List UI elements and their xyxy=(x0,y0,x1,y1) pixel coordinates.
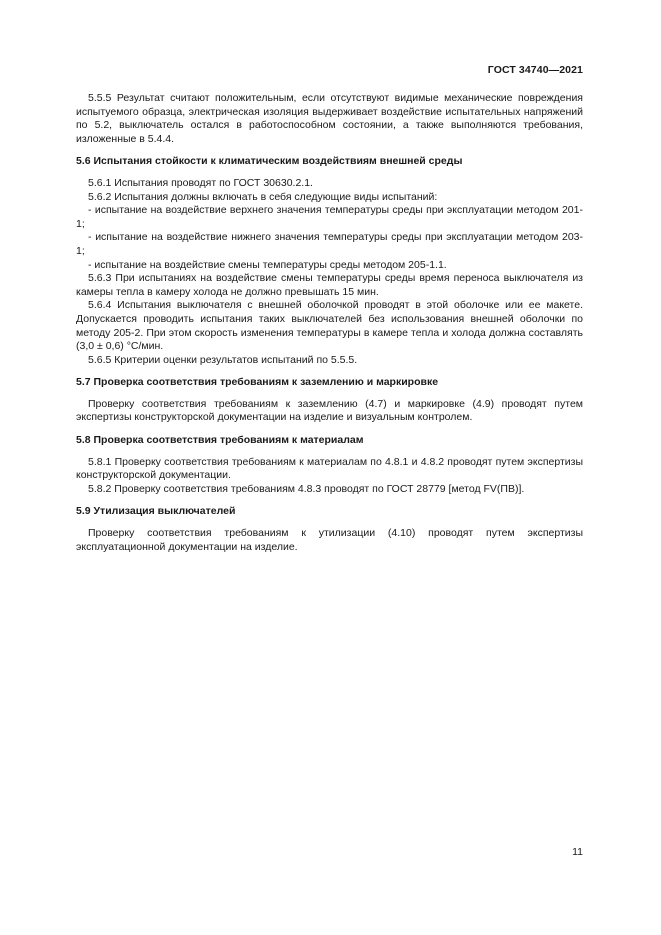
paragraph-5-8-2: 5.8.2 Проверку соответствия требованиям 4.8.3 проводят по ГОСТ 28779 [метод FV(ПВ)]. xyxy=(88,482,525,495)
paragraph-5-6-1: 5.6.1 Испытания проводят по ГОСТ 30630.2.1. xyxy=(88,176,313,189)
list-item-method-201: - испытание на воздействие верхнего значения температуры среды при эксплуатации методом 201-1; xyxy=(76,204,583,230)
paragraph-5-5-5: 5.5.5 Результат считают положительным, если отсутствуют видимые механические повреждения испытуемого образца, электрическая изоляция выдерживает воздействие испытательных напряжений по 5.2, выключатель остался в работоспособном состоянии, а также выполняются требования, изложенные в 5.4.4. xyxy=(76,92,583,145)
paragraph-5-6-5: 5.6.5 Критерии оценки результатов испытаний по 5.5.5. xyxy=(88,353,358,366)
document-body xyxy=(76,92,583,554)
paragraph-5-6-3: 5.6.3 При испытаниях на воздействие смены температуры среды время переноса выключателя из камеры тепла в камеру холода не должно превышать 15 мин. xyxy=(76,272,583,298)
section-title-5-6: 5.6 Испытания стойкости к климатическим воздействиям внешней среды xyxy=(76,155,463,168)
document-code-header: ГОСТ 34740—2021 xyxy=(487,64,583,76)
section-title-5-7: 5.7 Проверка соответствия требованиям к заземлению и маркировке xyxy=(76,376,439,389)
paragraph-5-7: Проверку соответствия требованиям к заземлению (4.7) и маркировке (4.9) проводят путем экспертизы конструкторской документации на изделие и визуальным контролем. xyxy=(76,397,583,424)
paragraph-5-6-4: 5.6.4 Испытания выключателя с внешней оболочкой проводят в этой оболочке или ее макете. Допускается проводить испытания таких выключателей без использования внешней оболочки по методу 205-2. При этом скорость изменения температуры в камере тепла и холода должна составлять (3,0 ± 0,6) °С/мин. xyxy=(76,299,583,353)
paragraph-5-8-1: 5.8.1 Проверку соответствия требованиям к материалам по 4.8.1 и 4.8.2 проводят путем экспертизы конструкторской документации. xyxy=(76,455,583,482)
list-item-method-205: - испытание на воздействие смены температуры среды методом 205-1.1. xyxy=(88,258,447,271)
paragraph-5-9: Проверку соответствия требованиям к утилизации (4.10) проводят путем экспертизы эксплуатационной документации на изделие. xyxy=(76,527,583,553)
list-item-method-203: - испытание на воздействие нижнего значения температуры среды при эксплуатации методом 203-1; xyxy=(76,231,583,257)
paragraph-5-6-2: 5.6.2 Испытания должны включать в себя следующие виды испытаний: xyxy=(88,190,438,203)
section-title-5-8: 5.8 Проверка соответствия требованиям к материалам xyxy=(76,434,364,447)
page-number: 11 xyxy=(572,846,583,858)
section-title-5-9: 5.9 Утилизация выключателей xyxy=(76,505,236,518)
